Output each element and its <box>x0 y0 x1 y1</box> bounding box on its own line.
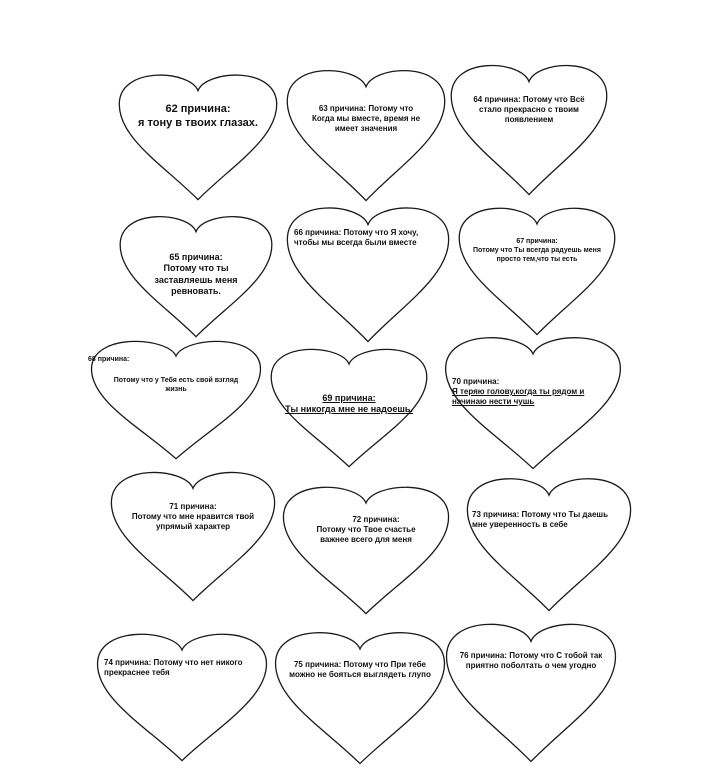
heart-body: Потому что Когда мы вместе, время не имеет значения <box>311 104 421 133</box>
heart-body: Потому что Всё стало прекрасно с твоим появлением <box>479 95 585 124</box>
heart-title: 65 причина: <box>169 252 223 262</box>
heart-title: 69 причина: <box>322 393 376 403</box>
heart-card <box>272 620 448 765</box>
heart-body: Потому что Я хочу, чтобы мы всегда были вместе <box>294 228 419 247</box>
heart-shape <box>284 195 452 343</box>
heart-title: 70 причина: <box>452 377 500 386</box>
heart-card <box>268 338 430 468</box>
heart-title: 67 причина: <box>516 238 558 245</box>
heart-card <box>284 58 448 202</box>
heart-body: Потому что При тебе можно не бояться выглядеть глупо <box>289 660 431 679</box>
heart-shape <box>464 466 634 612</box>
heart-card <box>108 460 278 602</box>
heart-title: 68 причина: <box>88 356 130 363</box>
heart-shape <box>272 620 448 765</box>
heart-card <box>443 611 619 763</box>
heart-card <box>284 195 452 343</box>
heart-card <box>442 325 624 470</box>
heart-title: 71 причина: <box>169 502 217 511</box>
heart-title: 62 причина: <box>165 103 231 115</box>
heart-body: я тону в твоих глазах. <box>138 116 258 129</box>
heart-body: Потому что нет никого прекраснее тебя <box>104 658 243 677</box>
heart-shape <box>116 63 280 201</box>
heart-title: 73 причина: <box>472 510 522 519</box>
heart-body: Потому что Твое счастье важнее всего для меня <box>316 525 416 544</box>
heart-shape <box>280 475 452 615</box>
heart-body: Я теряю голову,когда ты рядом и начинаю нести чушь <box>452 387 585 406</box>
heart-body: Потому что у Тебя есть свой взгляд жизнь <box>113 376 239 393</box>
heart-shape <box>88 330 264 460</box>
heart-body: Потому что ты заставляешь меня ревновать. <box>154 263 238 296</box>
heart-card <box>280 475 452 615</box>
heart-body: Ты никогда мне не надоешь. <box>285 404 413 415</box>
heart-body: Потому что С тобой так приятно поболтать о чем угодно <box>465 651 603 670</box>
heart-title: 63 причина: <box>318 104 369 113</box>
heart-shape <box>443 611 619 763</box>
heart-card <box>448 53 610 196</box>
heart-title: 64 причина: <box>473 95 523 104</box>
heart-card <box>117 205 275 338</box>
heart-card <box>456 196 618 336</box>
heart-title: 74 причина: <box>104 658 154 667</box>
heart-body: Потому что мне нравится твой упрямый характер <box>131 512 255 531</box>
heart-card <box>94 622 270 762</box>
heart-title: 72 причина: <box>352 515 400 524</box>
heart-card <box>464 466 634 612</box>
heart-title: 76 причина: <box>459 651 510 660</box>
heart-shape <box>456 196 618 336</box>
heart-body: Потому что Ты даешь мне уверенность в себе <box>472 510 608 529</box>
heart-title: 66 причина: <box>294 228 344 237</box>
heart-card <box>88 330 264 460</box>
heart-card <box>116 63 280 201</box>
heart-body: Потому что Ты всегда радуешь меня просто тем,что ты есть <box>472 246 601 263</box>
heart-title: 75 причина: <box>293 660 344 669</box>
heart-shape <box>94 622 270 762</box>
